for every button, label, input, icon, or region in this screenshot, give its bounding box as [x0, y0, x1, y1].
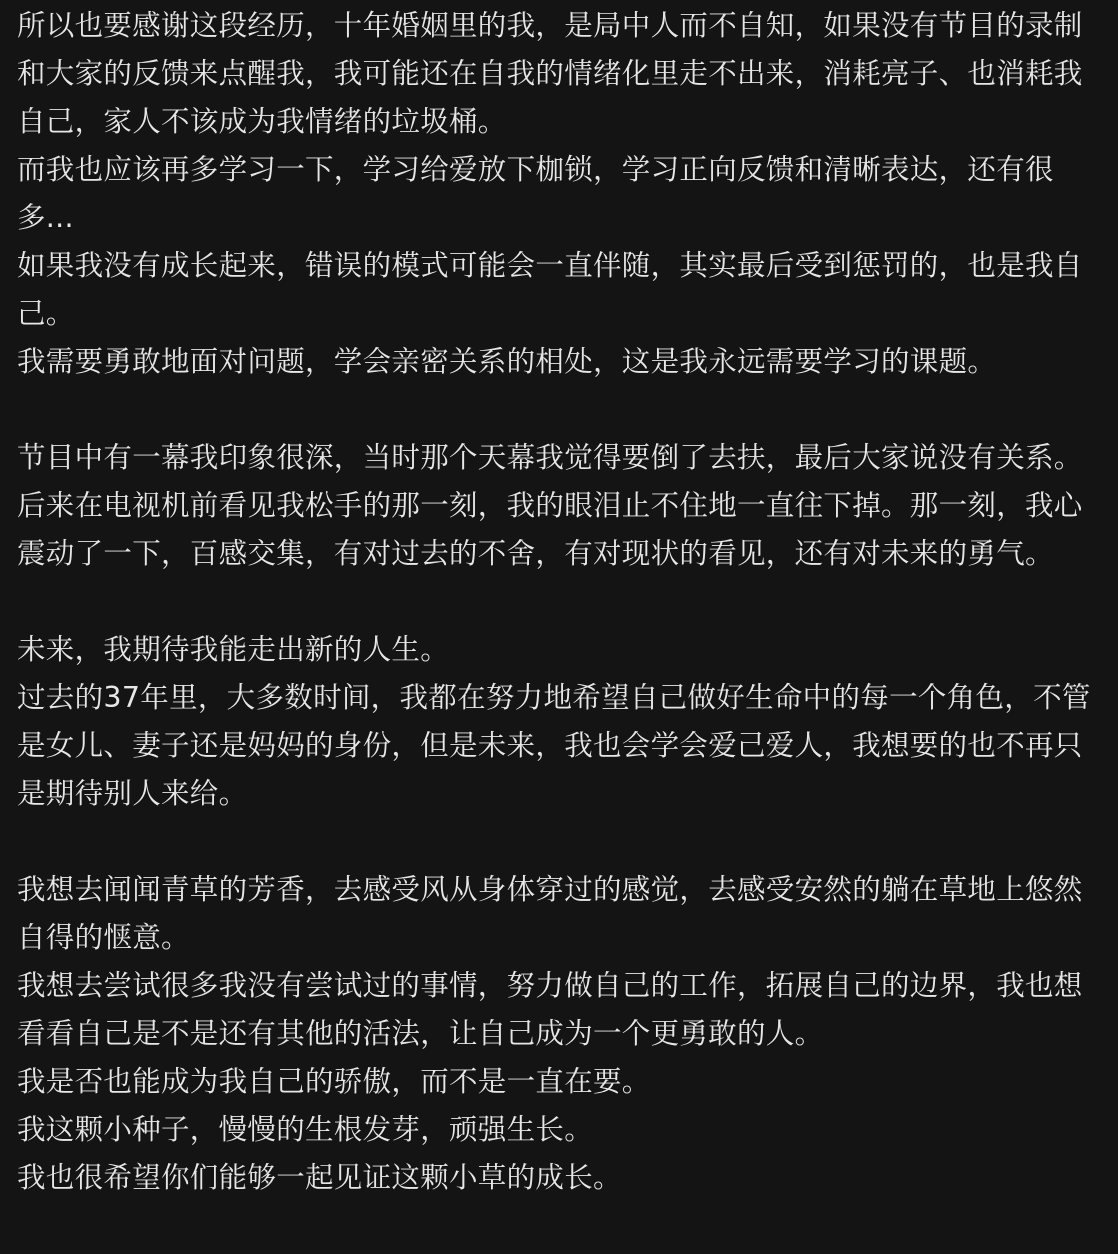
text-line: 我是否也能成为我自己的骄傲，而不是一直在要。: [17, 1065, 651, 1098]
text-line: 我需要勇敢地面对问题，学会亲密关系的相处，这是我永远需要学习的课题。: [17, 345, 997, 378]
paragraph-future: [17, 626, 1100, 818]
text-line: 而我也应该再多学习一下，学习给爱放下枷锁，学习正向反馈和清晰表达，还有很多...: [17, 153, 1054, 234]
text-line: 如果我没有成长起来，错误的模式可能会一直伴随，其实最后受到惩罚的，也是我自己。: [17, 249, 1083, 330]
text-line: 节目中有一幕我印象很深，当时那个天幕我觉得要倒了去扶，最后大家说没有关系。后来在电视机前看见我松手的那一刻，我的眼泪止不住地一直往下掉。那一刻，我心震动了一下，百感交集，有对过去的不舍，有对现状的看见，还有对未来的勇气。: [17, 441, 1083, 570]
text-line: 我也很希望你们能够一起见证这颗小草的成长。: [17, 1161, 622, 1194]
paragraph-hopes: [17, 866, 1100, 1202]
text-line: 我想去尝试很多我没有尝试过的事情，努力做自己的工作，拓展自己的边界，我也想看看自己是不是还有其他的活法，让自己成为一个更勇敢的人。: [17, 969, 1083, 1050]
text-line: 所以也要感谢这段经历，十年婚姻里的我，是局中人而不自知，如果没有节目的录制和大家的反馈来点醒我，我可能还在自我的情绪化里走不出来，消耗亮子、也消耗我自己，家人不该成为我情绪的垃圾桶。: [17, 9, 1083, 138]
paragraph-memory: [17, 434, 1100, 578]
text-line: 我这颗小种子，慢慢的生根发芽，顽强生长。: [17, 1113, 594, 1146]
text-line: 过去的37年里，大多数时间，我都在努力地希望自己做好生命中的每一个角色，不管是女儿、妻子还是妈妈的身份，但是未来，我也会学会爱己爱人，我想要的也不再只是期待别人来给。: [17, 681, 1091, 810]
text-line: 未来，我期待我能走出新的人生。: [17, 633, 450, 666]
text-line: 我想去闻闻青草的芳香，去感受风从身体穿过的感觉，去感受安然的躺在草地上悠然自得的惬意。: [17, 873, 1083, 954]
paragraph-gratitude: [17, 2, 1100, 386]
